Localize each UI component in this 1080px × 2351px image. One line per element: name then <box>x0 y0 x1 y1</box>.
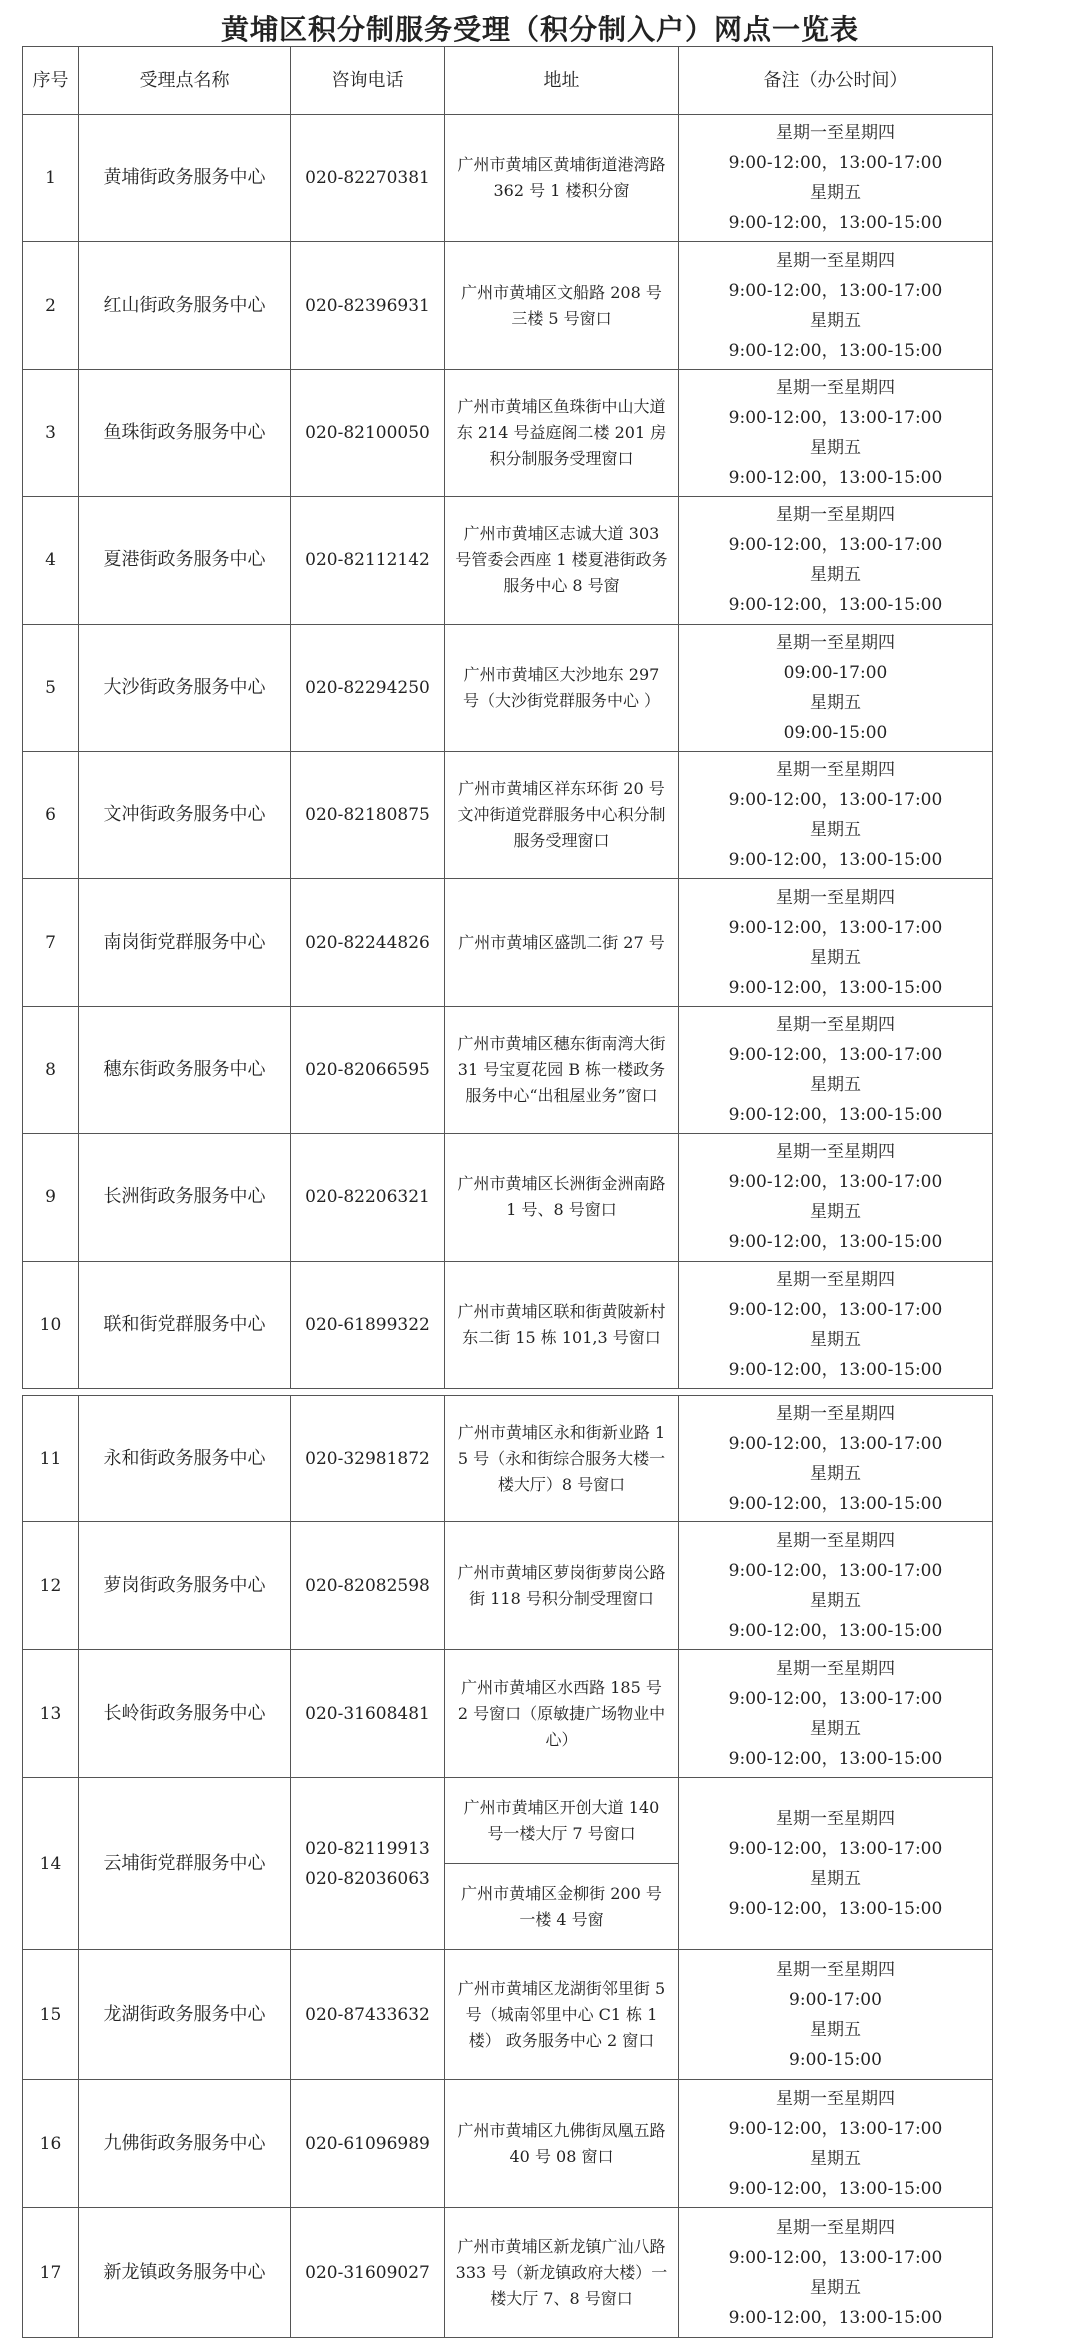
phone-cell <box>291 1650 445 1778</box>
row-number: 3 <box>23 369 79 496</box>
hours-cell <box>679 751 993 878</box>
row-number: 10 <box>23 1261 79 1388</box>
hours-line: 星期五 <box>810 1718 861 1739</box>
phone-number: 020-61096989 <box>305 2133 430 2154</box>
address-text: 广州市黄埔区鱼珠街中山大道东 214 号益庭阁二楼 201 房积分制服务受理窗口 <box>445 369 679 496</box>
row-number: 13 <box>23 1650 79 1778</box>
phone-cell <box>291 751 445 878</box>
outlet-name: 穗东街政务服务中心 <box>79 1006 291 1133</box>
hours-cell <box>679 1950 993 2080</box>
outlet-name: 红山街政务服务中心 <box>79 242 291 369</box>
hours-line: 星期一至星期四 <box>776 2088 895 2109</box>
hours-cell <box>679 1778 993 1950</box>
hours-line: 星期五 <box>810 1590 861 1611</box>
hours-line: 9:00-12:00，13:00-15:00 <box>728 2178 943 2199</box>
address-text: 广州市黄埔区金柳街 200 号一楼 4 号窗 <box>445 1863 678 1949</box>
phone-cell <box>291 624 445 751</box>
hours-line: 星期五 <box>810 183 861 204</box>
outlet-name: 夏港街政务服务中心 <box>79 497 291 624</box>
address-text: 广州市黄埔区新龙镇广汕八路 333 号（新龙镇政府大楼）一楼大厅 7、8 号窗口 <box>445 2208 679 2338</box>
hours-line: 9:00-12:00，13:00-17:00 <box>728 1688 943 1709</box>
hours-cell <box>679 879 993 1006</box>
table-row <box>23 1396 993 1522</box>
table-row <box>23 751 993 878</box>
hours-line: 星期一至星期四 <box>776 377 895 398</box>
table-row <box>23 624 993 751</box>
table-row <box>23 2208 993 2338</box>
row-number: 8 <box>23 1006 79 1133</box>
phone-number: 020-82206321 <box>305 1187 430 1208</box>
hours-line: 9:00-12:00，13:00-17:00 <box>728 2118 943 2139</box>
hours-line: 9:00-12:00，13:00-17:00 <box>728 1299 943 1320</box>
header-hours: 备注（办公时间） <box>679 47 993 115</box>
address-text: 广州市黄埔区联和街黄陂新村东二街 15 栋 101,3 号窗口 <box>445 1261 679 1388</box>
outlet-name: 联和街党群服务中心 <box>79 1261 291 1388</box>
outlet-name: 长洲街政务服务中心 <box>79 1134 291 1261</box>
hours-line: 9:00-12:00，13:00-17:00 <box>728 280 943 301</box>
row-number: 7 <box>23 879 79 1006</box>
hours-line: 星期五 <box>810 947 861 968</box>
outlet-name: 长岭街政务服务中心 <box>79 1650 291 1778</box>
row-number: 9 <box>23 1134 79 1261</box>
hours-line: 星期五 <box>810 2277 861 2298</box>
address-text: 广州市黄埔区萝岗街萝岗公路街 118 号积分制受理窗口 <box>445 1522 679 1650</box>
phone-cell <box>291 1522 445 1650</box>
hours-cell <box>679 624 993 751</box>
outlet-name: 龙湖街政务服务中心 <box>79 1950 291 2080</box>
row-number: 1 <box>23 115 79 242</box>
hours-line: 9:00-12:00，13:00-15:00 <box>728 340 943 361</box>
address-text: 广州市黄埔区开创大道 140 号一楼大厅 7 号窗口 <box>463 1797 660 1843</box>
row-number: 11 <box>23 1396 79 1522</box>
hours-line: 9:00-15:00 <box>789 2049 882 2070</box>
phone-number: 020-82270381 <box>305 168 430 189</box>
hours-line: 9:00-12:00，13:00-15:00 <box>728 1232 943 1253</box>
address-text: 广州市黄埔区祥东环街 20 号文冲街道党群服务中心积分制服务受理窗口 <box>445 751 679 878</box>
hours-line: 9:00-12:00，13:00-15:00 <box>728 1104 943 1125</box>
row-number: 16 <box>23 2080 79 2208</box>
hours-line: 9:00-12:00，13:00-15:00 <box>728 977 943 998</box>
phone-number: 020-61899322 <box>305 1314 430 1335</box>
address-cell <box>445 1778 679 1950</box>
hours-cell <box>679 1650 993 1778</box>
hours-line: 星期一至星期四 <box>776 1808 895 1829</box>
phone-number: 020-82036063 <box>305 1868 430 1889</box>
outlet-name: 九佛街政务服务中心 <box>79 2080 291 2208</box>
phone-cell <box>291 1778 445 1950</box>
header-no: 序号 <box>23 47 79 115</box>
hours-line: 星期五 <box>810 437 861 458</box>
address-text: 广州市黄埔区盛凯二街 27 号 <box>445 879 679 1006</box>
table-row <box>23 1778 993 1950</box>
phone-cell <box>291 2208 445 2338</box>
outlet-name: 黄埔街政务服务中心 <box>79 115 291 242</box>
hours-line: 09:00-15:00 <box>783 722 888 743</box>
hours-line: 星期一至星期四 <box>776 1658 895 1679</box>
address-text: 广州市黄埔区穗东街南湾大街 31 号宝夏花园 B 栋一楼政务服务中心“出租屋业务”窗口 <box>445 1006 679 1133</box>
phone-number: 020-82244826 <box>305 932 430 953</box>
hours-line: 星期五 <box>810 565 861 586</box>
hours-line: 星期五 <box>810 1202 861 1223</box>
row-number: 4 <box>23 497 79 624</box>
phone-number: 020-82180875 <box>305 805 430 826</box>
hours-line: 9:00-12:00，13:00-15:00 <box>728 850 943 871</box>
hours-cell <box>679 1006 993 1133</box>
address-text: 广州市黄埔区水西路 185 号 2 号窗口（原敏捷广场物业中心） <box>445 1650 679 1778</box>
address-text: 广州市黄埔区长洲街金洲南路 1 号、8 号窗口 <box>445 1134 679 1261</box>
phone-cell <box>291 1396 445 1522</box>
hours-line: 9:00-12:00，13:00-17:00 <box>728 2247 943 2268</box>
outlet-name: 大沙街政务服务中心 <box>79 624 291 751</box>
hours-line: 星期五 <box>810 1329 861 1350</box>
row-number: 12 <box>23 1522 79 1650</box>
hours-line: 9:00-12:00，13:00-17:00 <box>728 1838 943 1859</box>
phone-number: 020-82294250 <box>305 677 430 698</box>
hours-line: 9:00-12:00，13:00-15:00 <box>728 1898 943 1919</box>
phone-number: 020-82066595 <box>305 1059 430 1080</box>
address-split <box>445 1778 678 1949</box>
hours-line: 9:00-12:00，13:00-17:00 <box>728 1172 943 1193</box>
hours-cell <box>679 115 993 242</box>
table-row <box>23 1261 993 1388</box>
hours-line: 星期一至星期四 <box>776 632 895 653</box>
header-address: 地址 <box>445 47 679 115</box>
hours-line: 09:00-17:00 <box>783 662 888 683</box>
hours-cell <box>679 2080 993 2208</box>
hours-line: 星期五 <box>810 2148 861 2169</box>
hours-line: 星期一至星期四 <box>776 1142 895 1163</box>
row-number: 17 <box>23 2208 79 2338</box>
outlet-name: 南岗街党群服务中心 <box>79 879 291 1006</box>
table-row <box>23 369 993 496</box>
header-name: 受理点名称 <box>79 47 291 115</box>
hours-cell <box>679 2208 993 2338</box>
outlet-table-part-1 <box>22 46 993 1389</box>
hours-line: 星期一至星期四 <box>776 1959 895 1980</box>
hours-line: 星期五 <box>810 1074 861 1095</box>
phone-number: 020-82100050 <box>305 422 430 443</box>
hours-line: 星期五 <box>810 820 861 841</box>
address-text: 广州市黄埔区文船路 208 号三楼 5 号窗口 <box>445 242 679 369</box>
hours-line: 9:00-12:00，13:00-15:00 <box>728 1620 943 1641</box>
hours-line: 9:00-12:00，13:00-15:00 <box>728 1493 943 1514</box>
phone-number: 020-82396931 <box>305 295 430 316</box>
phone-number: 020-31608481 <box>305 1703 430 1724</box>
table-row <box>23 879 993 1006</box>
hours-line: 星期五 <box>810 692 861 713</box>
table-row <box>23 1650 993 1778</box>
hours-line: 9:00-12:00，13:00-17:00 <box>728 790 943 811</box>
hours-line: 9:00-12:00，13:00-17:00 <box>728 1433 943 1454</box>
phone-cell <box>291 242 445 369</box>
address-text: 广州市黄埔区龙湖街邻里街 5 号（城南邻里中心 C1 栋 1 楼） 政务服务中心 2 窗口 <box>445 1950 679 2080</box>
hours-line: 星期五 <box>810 1463 861 1484</box>
outlet-name: 新龙镇政务服务中心 <box>79 2208 291 2338</box>
hours-line: 星期一至星期四 <box>776 2217 895 2238</box>
address-text: 广州市黄埔区志诚大道 303 号管委会西座 1 楼夏港街政务服务中心 8 号窗 <box>445 497 679 624</box>
hours-line: 9:00-12:00，13:00-15:00 <box>728 1748 943 1769</box>
hours-line: 9:00-12:00，13:00-17:00 <box>728 1044 943 1065</box>
hours-cell <box>679 1396 993 1522</box>
phone-cell <box>291 497 445 624</box>
hours-line: 星期一至星期四 <box>776 1530 895 1551</box>
hours-line: 9:00-12:00，13:00-17:00 <box>728 917 943 938</box>
hours-line: 星期一至星期四 <box>776 760 895 781</box>
phone-cell <box>291 369 445 496</box>
hours-line: 9:00-12:00，13:00-15:00 <box>728 595 943 616</box>
phone-cell <box>291 1950 445 2080</box>
phone-cell <box>291 115 445 242</box>
outlet-name: 永和街政务服务中心 <box>79 1396 291 1522</box>
header-row <box>23 47 993 115</box>
phone-number: 020-82119913 <box>305 1838 430 1859</box>
row-number: 14 <box>23 1778 79 1950</box>
hours-line: 星期一至星期四 <box>776 1403 895 1424</box>
table-row <box>23 497 993 624</box>
page-title: 黄埔区积分制服务受理（积分制入户）网点一览表 <box>220 13 859 46</box>
table-row <box>23 115 993 242</box>
outlet-name: 萝岗街政务服务中心 <box>79 1522 291 1650</box>
hours-cell <box>679 1134 993 1261</box>
table-row <box>23 242 993 369</box>
phone-cell <box>291 1134 445 1261</box>
outlet-name: 文冲街政务服务中心 <box>79 751 291 878</box>
hours-line: 9:00-12:00，13:00-15:00 <box>728 213 943 234</box>
row-number: 6 <box>23 751 79 878</box>
address-text: 广州市黄埔区永和街新业路 15 号（永和街综合服务大楼一楼大厅）8 号窗口 <box>445 1396 679 1522</box>
table-row <box>23 2080 993 2208</box>
outlet-name: 鱼珠街政务服务中心 <box>79 369 291 496</box>
hours-cell <box>679 497 993 624</box>
table-row <box>23 1006 993 1133</box>
row-number: 2 <box>23 242 79 369</box>
header-phone: 咨询电话 <box>291 47 445 115</box>
hours-line: 9:00-12:00，13:00-17:00 <box>728 535 943 556</box>
row-number: 15 <box>23 1950 79 2080</box>
address-text: 广州市黄埔区大沙地东 297 号（大沙街党群服务中心 ） <box>445 624 679 751</box>
hours-line: 9:00-12:00，13:00-17:00 <box>728 1560 943 1581</box>
hours-line: 9:00-12:00，13:00-15:00 <box>728 2307 943 2328</box>
hours-line: 9:00-12:00，13:00-15:00 <box>728 1359 943 1380</box>
hours-line: 星期五 <box>810 2019 861 2040</box>
row-number: 5 <box>23 624 79 751</box>
hours-line: 9:00-12:00，13:00-15:00 <box>728 467 943 488</box>
hours-cell <box>679 242 993 369</box>
hours-line: 9:00-17:00 <box>789 1989 882 2010</box>
phone-number: 020-31609027 <box>305 2262 430 2283</box>
phone-number: 020-32981872 <box>305 1448 430 1469</box>
address-text: 广州市黄埔区黄埔街道港湾路 362 号 1 楼积分窗 <box>445 115 679 242</box>
table-row <box>23 1522 993 1650</box>
hours-line: 星期五 <box>810 1868 861 1889</box>
hours-line: 9:00-12:00，13:00-17:00 <box>728 407 943 428</box>
table-row <box>23 1134 993 1261</box>
hours-cell <box>679 369 993 496</box>
phone-number: 020-82112142 <box>305 550 430 571</box>
hours-cell <box>679 1522 993 1650</box>
outlet-table-part-2 <box>22 1395 993 2338</box>
hours-line: 星期一至星期四 <box>776 887 895 908</box>
phone-number: 020-87433632 <box>305 2004 430 2025</box>
address-text: 广州市黄埔区九佛街凤凰五路 40 号 08 窗口 <box>445 2080 679 2208</box>
phone-number: 020-82082598 <box>305 1575 430 1596</box>
phone-cell <box>291 2080 445 2208</box>
hours-line: 星期一至星期四 <box>776 1014 895 1035</box>
hours-cell <box>679 1261 993 1388</box>
hours-line: 星期一至星期四 <box>776 1269 895 1290</box>
phone-cell <box>291 1261 445 1388</box>
hours-line: 星期一至星期四 <box>776 505 895 526</box>
hours-line: 9:00-12:00，13:00-17:00 <box>728 153 943 174</box>
phone-cell <box>291 879 445 1006</box>
hours-line: 星期一至星期四 <box>776 123 895 144</box>
hours-line: 星期一至星期四 <box>776 250 895 271</box>
phone-cell <box>291 1006 445 1133</box>
table-row <box>23 1950 993 2080</box>
hours-line: 星期五 <box>810 310 861 331</box>
outlet-name: 云埔街党群服务中心 <box>79 1778 291 1950</box>
